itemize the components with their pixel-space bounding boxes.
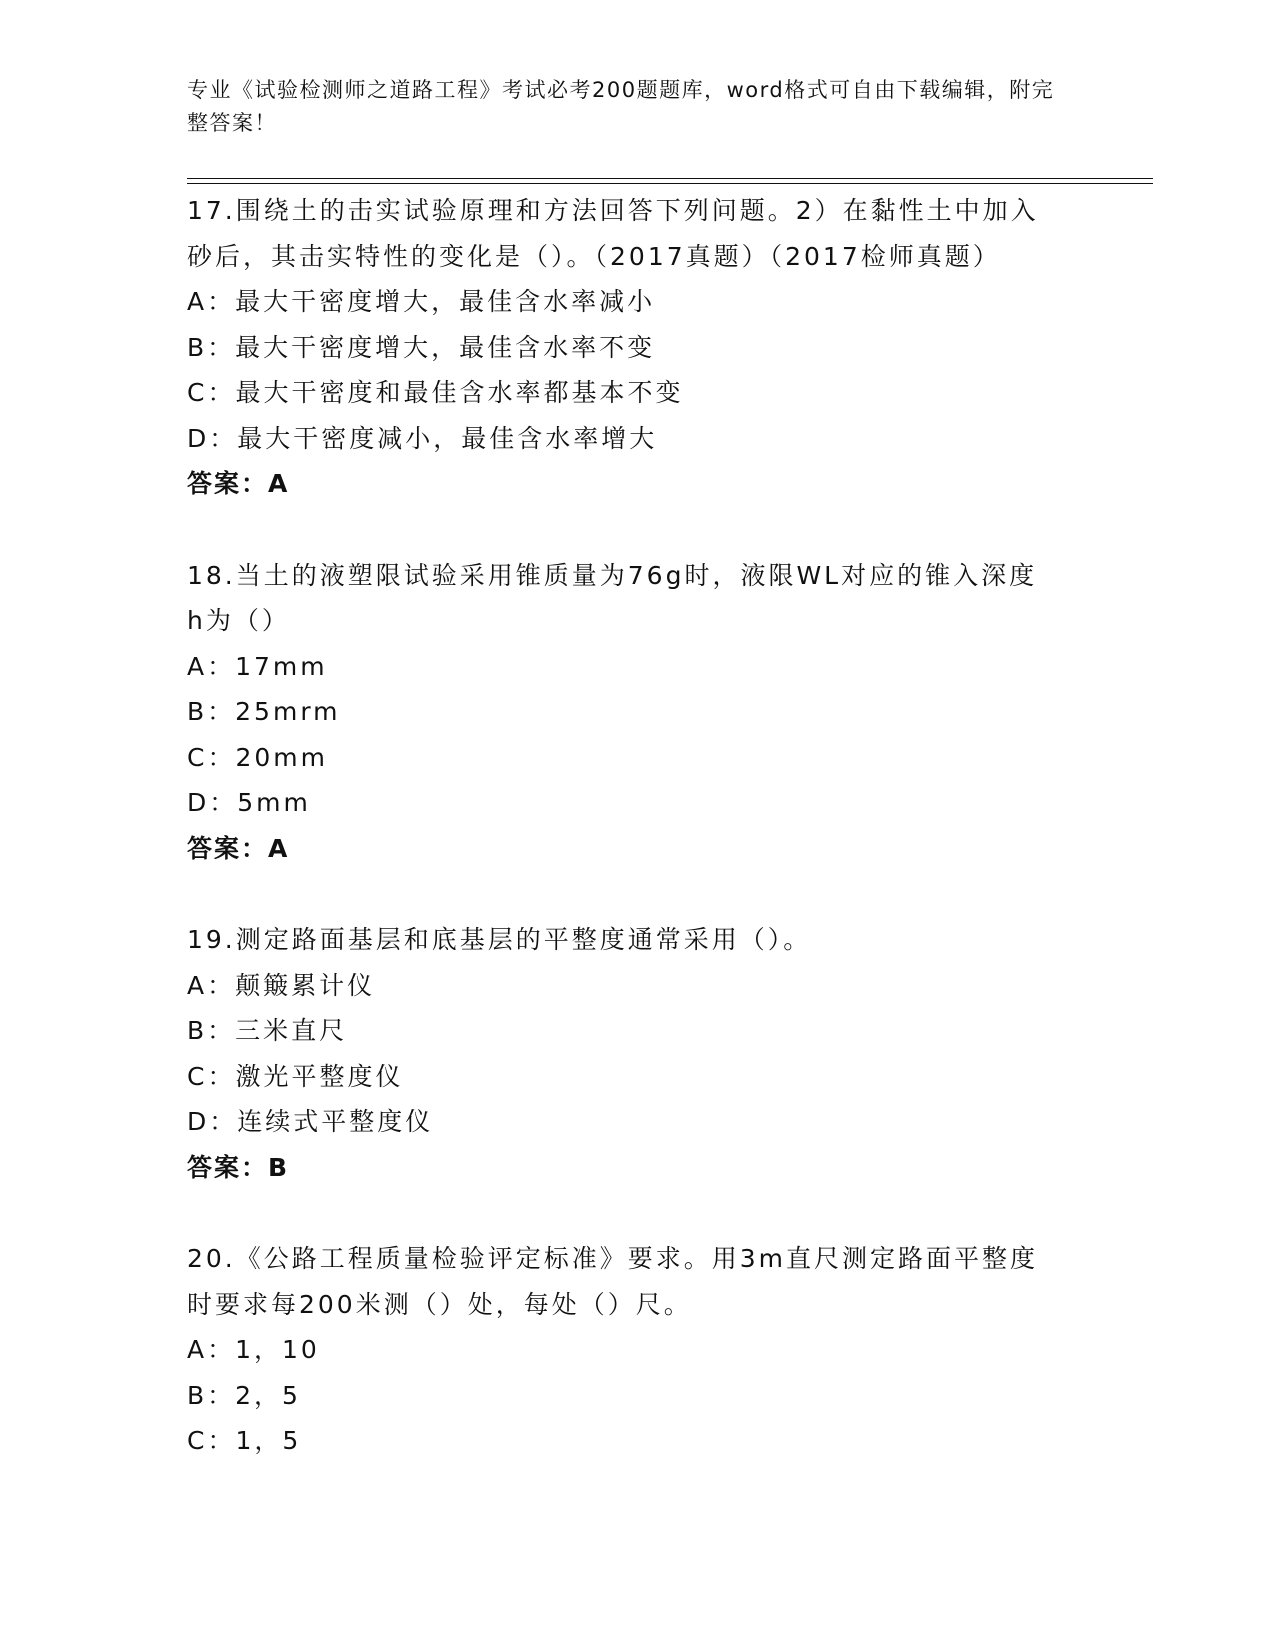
option-c: C：1，5 <box>187 1426 302 1455</box>
answer-line: 答案：B <box>187 1152 290 1182</box>
option-c: C：最大干密度和最佳含水率都基本不变 <box>187 378 684 407</box>
question-17 <box>187 188 1087 507</box>
question-19 <box>187 917 1087 1190</box>
question-list <box>187 188 1087 1510</box>
document-header <box>187 74 1067 140</box>
question-text-line: 20.《公路工程质量检验评定标准》要求。用3m直尺测定路面平整度 <box>187 1244 1039 1273</box>
option-a: A：最大干密度增大，最佳含水率减小 <box>187 287 656 316</box>
option-c: C：激光平整度仪 <box>187 1061 404 1091</box>
question-text-line: 时要求每200米测（）处，每处（）尺。 <box>187 1289 692 1319</box>
option-b: B：三米直尺 <box>187 1016 348 1045</box>
header-text: 专业《试验检测师之道路工程》考试必考200题题库，word格式可自由下载编辑，附完整答案！ <box>187 78 1055 135</box>
option-a: A：颠簸累计仪 <box>187 970 376 1000</box>
option-b: B：最大干密度增大，最佳含水率不变 <box>187 332 656 362</box>
option-b: B：25mrm <box>187 697 341 726</box>
option-c: C：20mm <box>187 742 328 772</box>
option-a: A：1，10 <box>187 1335 320 1364</box>
question-text-line: 19.测定路面基层和底基层的平整度通常采用（）。 <box>187 925 812 954</box>
question-text-line: h为（） <box>187 606 290 635</box>
option-d: D：连续式平整度仪 <box>187 1107 434 1136</box>
question-text-line: 18.当土的液塑限试验采用锥质量为76g时，液限WL对应的锥入深度 <box>187 560 1038 590</box>
answer-line: 答案：A <box>187 833 290 863</box>
question-18 <box>187 553 1087 872</box>
option-a: A：17mm <box>187 651 328 681</box>
question-text-line: 砂后，其击实特性的变化是（）。（2017真题）（2017检师真题） <box>187 241 1001 271</box>
option-b: B：2，5 <box>187 1380 301 1410</box>
header-rule-top <box>187 178 1153 179</box>
option-d: D：最大干密度减小，最佳含水率增大 <box>187 423 658 453</box>
question-20 <box>187 1236 1087 1464</box>
question-text-line: 17.围绕土的击实试验原理和方法回答下列问题。2）在黏性土中加入 <box>187 196 1039 225</box>
header-rule-bottom <box>187 183 1153 184</box>
option-d: D：5mm <box>187 788 311 817</box>
answer-line: 答案：A <box>187 469 290 498</box>
